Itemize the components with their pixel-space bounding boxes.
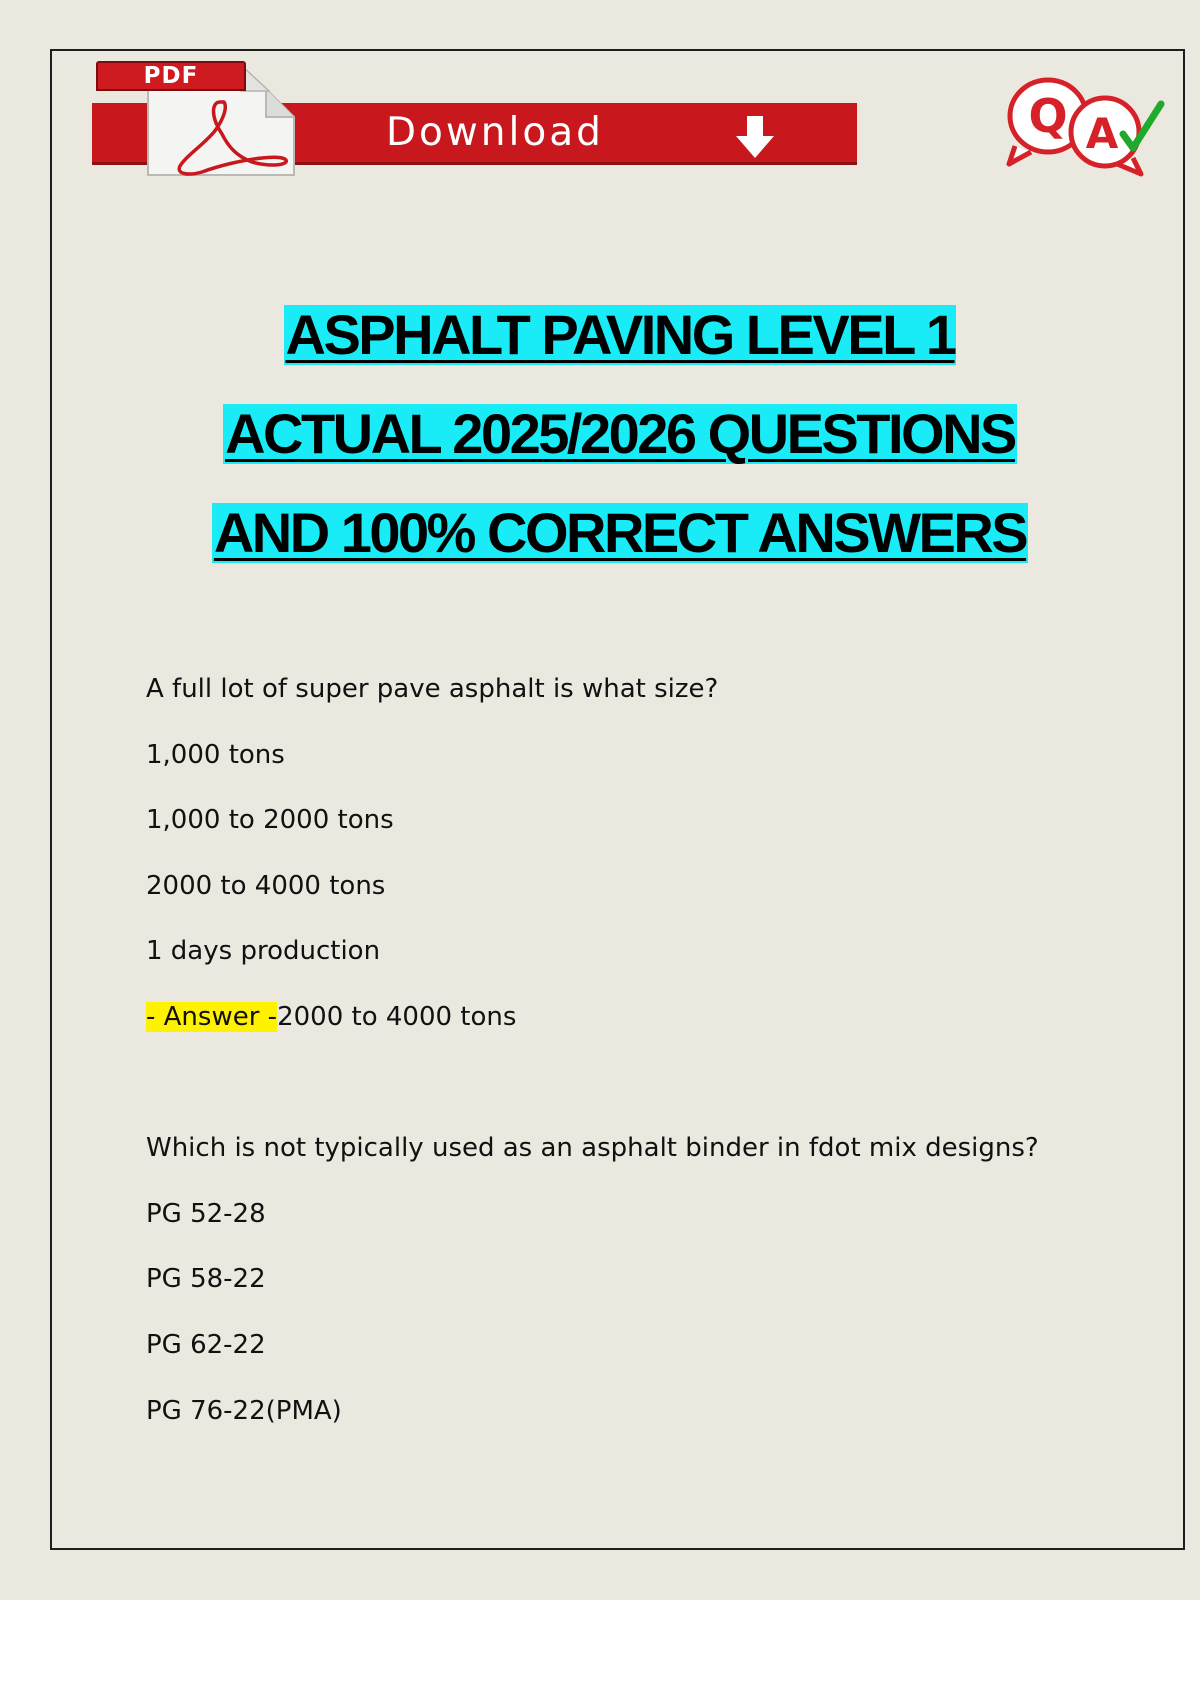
- download-arrow-icon[interactable]: [734, 114, 776, 160]
- answer-option: 2000 to 4000 tons: [146, 870, 386, 901]
- a-letter: A: [1085, 109, 1119, 158]
- answer-option: 1,000 tons: [146, 739, 285, 770]
- title-line: [100, 300, 1140, 399]
- title-line: [100, 399, 1140, 498]
- answer-option: PG 52-28: [146, 1198, 266, 1229]
- question-text: A full lot of super pave asphalt is what size?: [146, 674, 719, 704]
- qa-speech-bubbles-icon: [1005, 74, 1165, 178]
- download-label[interactable]: Download: [386, 110, 604, 155]
- answer-tag: - Answer -: [146, 1001, 278, 1032]
- correct-answer: [146, 996, 1106, 1062]
- title-line-text: ACTUAL 2025/2026 QUESTIONS: [225, 402, 1015, 465]
- document-title: [100, 300, 1140, 597]
- question-spacer: [146, 1062, 1106, 1128]
- question-text: Which is not typically used as an asphalt binder in fdot mix designs?: [146, 1133, 1039, 1164]
- answer-value: 2000 to 4000 tons: [277, 1001, 517, 1032]
- answer-option: PG 58-22: [146, 1264, 266, 1295]
- adobe-acrobat-icon: [162, 96, 292, 178]
- pdf-tab-label: PDF: [96, 61, 246, 91]
- title-line-text: ASPHALT PAVING LEVEL 1: [285, 303, 955, 366]
- title-line: [100, 498, 1140, 597]
- answer-option: PG 62-22: [146, 1329, 266, 1360]
- title-line-text: AND 100% CORRECT ANSWERS: [213, 501, 1027, 564]
- question-list: [146, 668, 1106, 1455]
- answer-option: PG 76-22(PMA): [146, 1395, 342, 1426]
- download-banner[interactable]: [92, 60, 860, 180]
- q-letter: Q: [1028, 89, 1068, 143]
- answer-option: 1 days production: [146, 936, 381, 967]
- answer-option: 1,000 to 2000 tons: [146, 805, 394, 836]
